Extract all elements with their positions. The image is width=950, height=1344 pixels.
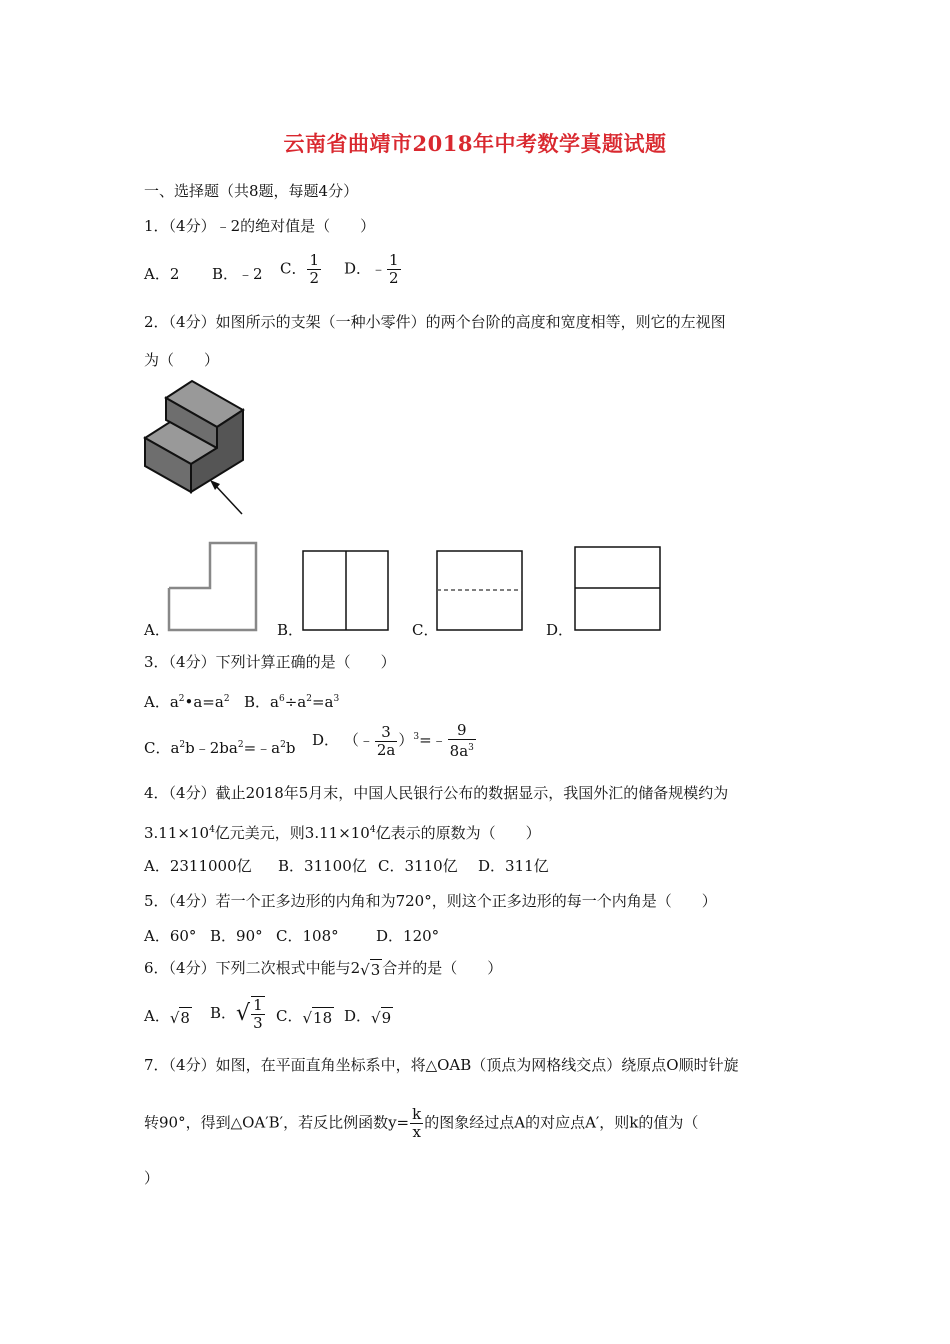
exponent: 6 xyxy=(278,694,285,704)
question-2-stem-line2: 为（ ） xyxy=(144,351,220,369)
fraction-numerator: 3 xyxy=(375,724,398,742)
text: 6．（4分）下列二次根式中能与2 xyxy=(144,959,361,977)
exponent: 2 xyxy=(280,740,286,750)
q6-option-b xyxy=(210,996,266,1032)
q3-d-result-fraction xyxy=(448,722,476,760)
fraction-denominator: 2a xyxy=(376,740,396,759)
exponent: 2 xyxy=(179,740,186,750)
exponent: 4 xyxy=(369,825,376,835)
sqrt-symbol: √18 xyxy=(302,1008,333,1027)
q2-option-c-label: C． xyxy=(412,621,439,639)
q1-option-a: A．2 xyxy=(144,265,180,283)
q4-option-c: C．3110亿 xyxy=(378,857,458,875)
text: •a=a xyxy=(184,693,224,711)
view-arrow-shaft xyxy=(215,485,242,514)
question-6-stem xyxy=(144,958,502,980)
text: D． xyxy=(312,731,340,749)
text: ÷a xyxy=(284,693,307,711)
text: b﹣2ba xyxy=(185,739,238,757)
question-4-stem-line2 xyxy=(144,820,541,843)
q1-option-b: B．﹣2 xyxy=(212,265,263,283)
q6-option-c xyxy=(276,1006,334,1028)
page-title: 云南省曲靖市2018年中考数学真题试题 xyxy=(283,131,667,156)
radicand: 18 xyxy=(313,1008,333,1027)
exponent: 2 xyxy=(178,694,185,704)
question-5-stem: 5．（4分）若一个正多边形的内角和为720°，则这个正多边形的每一个内角是（ ） xyxy=(144,892,717,910)
fraction-denominator: x xyxy=(412,1123,421,1141)
fraction-numerator: k xyxy=(412,1105,422,1123)
q1-option-c-label: C． xyxy=(280,259,307,278)
sqrt-symbol: √3 xyxy=(360,960,381,979)
text: A．a xyxy=(144,693,179,711)
q5-option-a: A．60° xyxy=(144,927,197,945)
q6-b-fraction xyxy=(251,996,265,1032)
q4-option-d: D．311亿 xyxy=(478,857,549,875)
fraction-numerator: 1 xyxy=(389,251,399,269)
exponent: 2 xyxy=(306,694,312,704)
question-1-stem: 1．（4分）﹣2的绝对值是（ ） xyxy=(144,217,376,235)
question-4-stem-line1: 4．（4分）截止2018年5月末，中国人民银行公布的数据显示，我国外汇的储备规模约为 xyxy=(144,784,729,802)
q3-option-b xyxy=(244,689,339,712)
stepped-bracket-figure xyxy=(140,378,250,518)
text: 3.11×10 xyxy=(144,824,210,842)
question-3-stem: 3．（4分）下列计算正确的是（ ） xyxy=(144,653,396,671)
text: =a xyxy=(311,693,334,711)
text: （﹣ xyxy=(343,731,374,749)
q2-option-a-figure xyxy=(168,542,258,632)
exponent: 4 xyxy=(209,825,215,835)
q6-option-a xyxy=(144,1006,192,1028)
q3-option-c xyxy=(144,735,295,758)
q2-option-b-label: B． xyxy=(277,621,304,639)
text: B．a xyxy=(244,693,279,711)
fraction-numerator: 9 xyxy=(448,722,476,740)
fraction-numerator: 1 xyxy=(309,251,320,269)
q3-d-fraction xyxy=(375,724,398,759)
exponent: 3 xyxy=(468,743,474,753)
q1-option-c xyxy=(280,252,322,287)
exponent: 2 xyxy=(237,740,244,750)
exponent: 3 xyxy=(413,732,420,742)
l-shape-outline xyxy=(169,543,256,630)
exponent: 3 xyxy=(333,694,340,704)
q1-option-d-label: D． xyxy=(344,259,372,278)
sqrt-symbol: √8 xyxy=(169,1008,190,1027)
q2-option-b-figure xyxy=(302,550,390,632)
q2-option-a-label: A． xyxy=(144,621,170,639)
q5-option-c: C．108° xyxy=(276,927,339,945)
q3-option-d xyxy=(312,722,477,760)
q2-option-d-figure xyxy=(574,546,662,632)
sqrt-symbol: √ xyxy=(236,1001,251,1026)
q3-option-a xyxy=(144,689,230,712)
exponent: 2 xyxy=(223,694,230,704)
q2-option-c-figure xyxy=(436,550,524,632)
text: C． xyxy=(276,1007,303,1025)
q1-d-fraction xyxy=(387,252,401,287)
q4-option-b: B．31100亿 xyxy=(278,857,367,875)
text: 亿表示的原数为（ ） xyxy=(375,824,541,842)
text: =﹣ xyxy=(419,731,447,749)
fraction-denominator: 2 xyxy=(309,269,320,287)
question-7-stem-line3: ） xyxy=(144,1169,160,1187)
k-over-x-fraction xyxy=(410,1106,423,1141)
text: 合并的是（ ） xyxy=(382,959,503,977)
radicand: 3 xyxy=(370,960,381,979)
fraction-denominator: 3 xyxy=(253,1014,263,1032)
question-7-stem-line2 xyxy=(144,1106,698,1141)
text: 8a xyxy=(449,742,469,760)
fraction-denominator: 2 xyxy=(389,269,399,287)
q5-option-b: B．90° xyxy=(210,927,263,945)
text: 亿元美元，则3.11×10 xyxy=(214,824,370,842)
q2-option-d-label: D． xyxy=(546,621,574,639)
sqrt-symbol: √9 xyxy=(371,1008,392,1027)
q4-option-a: A．2311000亿 xyxy=(144,857,252,875)
q1-c-fraction xyxy=(307,252,321,287)
text: D． xyxy=(344,1007,372,1025)
text: ） xyxy=(398,731,414,749)
text: A． xyxy=(144,1007,170,1025)
q5-option-d: D．120° xyxy=(376,927,440,945)
text: C．a xyxy=(144,739,180,757)
text: B． xyxy=(210,1004,237,1022)
text: b xyxy=(285,739,296,757)
section-heading: 一、选择题（共8题，每题4分） xyxy=(144,182,359,200)
text: 的图象经过点A的对应点A′，则k的值为（ xyxy=(424,1113,699,1132)
fraction-numerator: 1 xyxy=(253,996,263,1014)
text: =﹣a xyxy=(243,739,281,757)
text: 转90°，得到△OA′B′，若反比例函数y= xyxy=(144,1113,410,1132)
q1-option-d xyxy=(344,252,402,287)
question-2-stem-line1: 2．（4分）如图所示的支架（一种小零件）的两个台阶的高度和宽度相等，则它的左视图 xyxy=(144,313,726,331)
radicand: 8 xyxy=(180,1008,190,1027)
question-7-stem-line1: 7．（4分）如图，在平面直角坐标系中，将△OAB（顶点为网格线交点）绕原点O顺时针旋 xyxy=(144,1056,739,1074)
q6-option-d xyxy=(344,1006,393,1028)
radicand: 9 xyxy=(381,1008,392,1027)
minus-sign: ﹣ xyxy=(371,259,387,278)
fraction-denominator xyxy=(448,740,476,760)
